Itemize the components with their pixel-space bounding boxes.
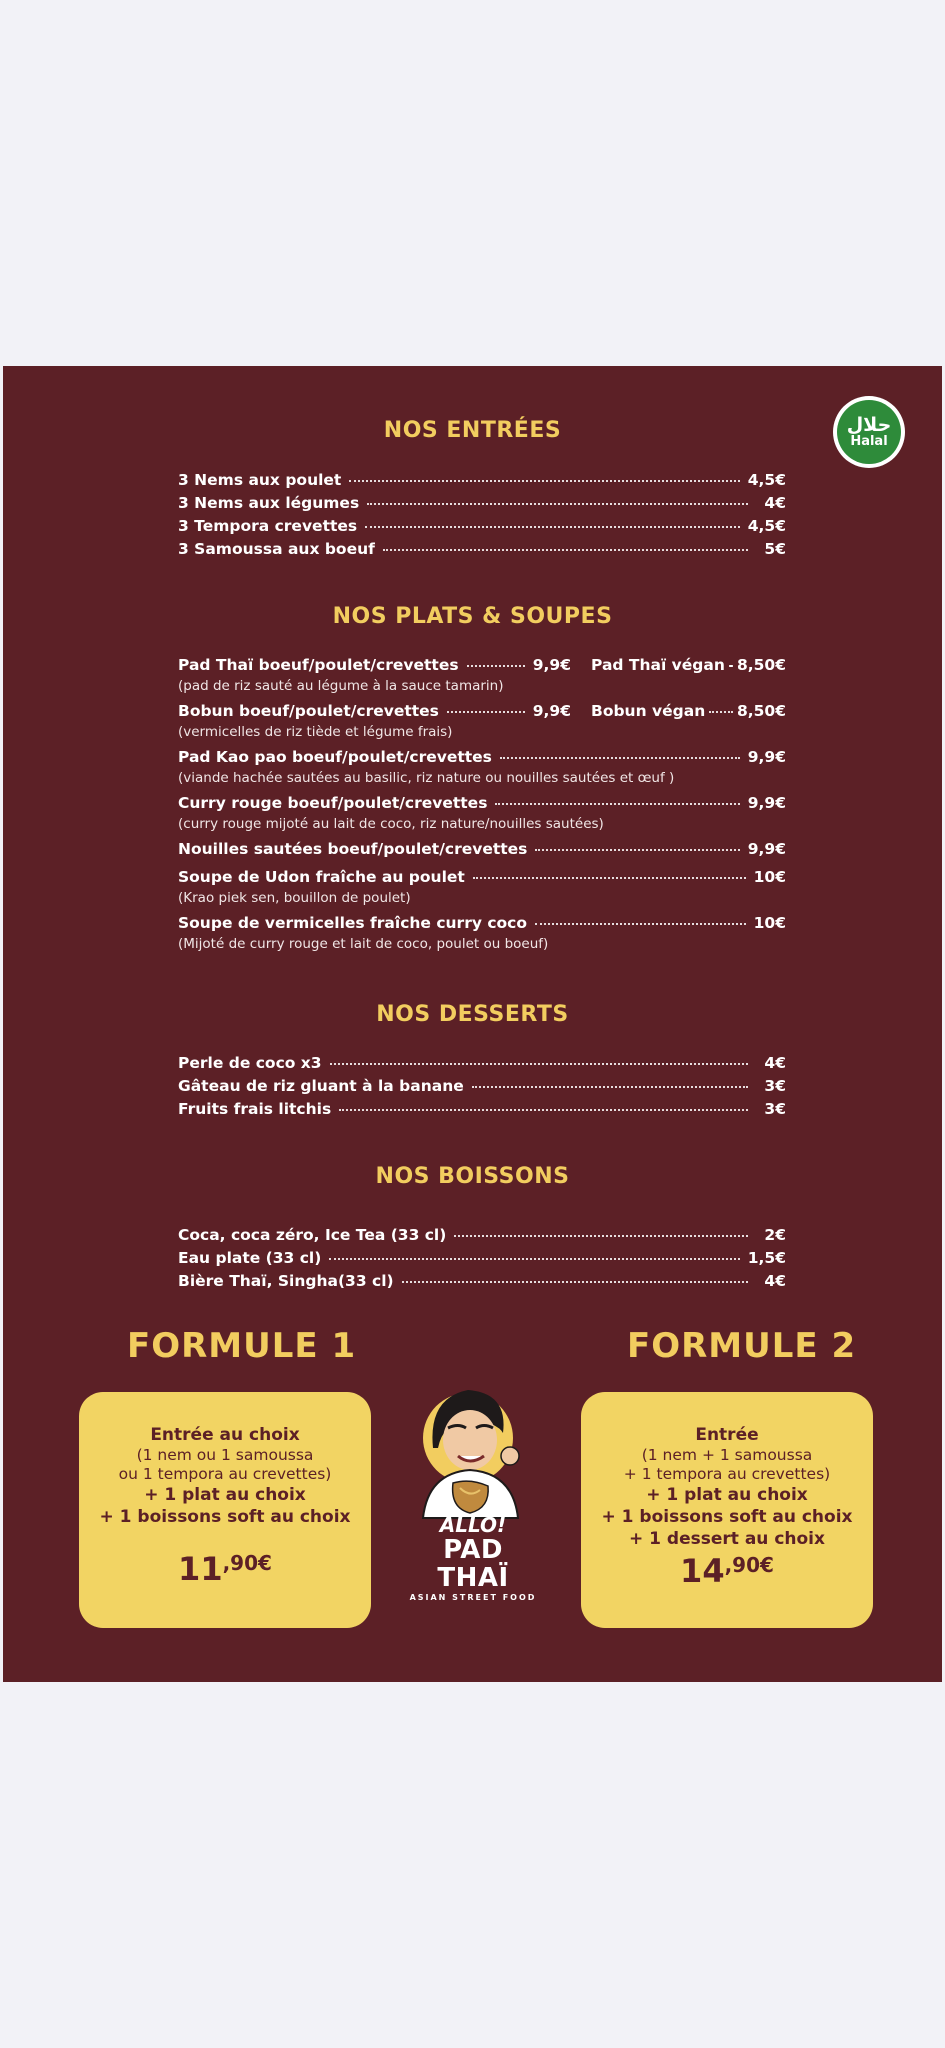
- menu-item: [178, 702, 571, 720]
- dot-leader: [500, 757, 740, 759]
- logo-text-allo: ALLO!: [439, 1513, 507, 1537]
- item-name: 3 Samoussa aux boeuf: [178, 540, 375, 558]
- price-cents: ,90€: [222, 1551, 272, 1575]
- formule-line: (1 nem + 1 samoussa: [641, 1446, 813, 1464]
- formule-line: + 1 dessert au choix: [629, 1529, 825, 1549]
- logo-text-pad-thai: PAD THAÏ: [437, 1535, 509, 1593]
- menu-item: [178, 656, 571, 674]
- item-name: 3 Nems aux légumes: [178, 494, 360, 512]
- item-name: 3 Tempora crevettes: [178, 517, 358, 535]
- item-price: 5€: [764, 540, 786, 558]
- dot-leader: [402, 1281, 748, 1283]
- menu-item-vegan: [591, 656, 786, 674]
- item-price: 9,9€: [532, 656, 571, 674]
- formule-line: ou 1 tempora au crevettes): [118, 1465, 332, 1483]
- item-price: 9,9€: [747, 840, 786, 858]
- item-name: Curry rouge boeuf/poulet/crevettes: [178, 794, 488, 812]
- item-price: 10€: [753, 914, 786, 932]
- item-name: Eau plate (33 cl): [178, 1249, 322, 1267]
- item-name: Pad Thaï boeuf/poulet/crevettes: [178, 656, 459, 674]
- halal-label: Halal: [850, 434, 888, 449]
- item-description: (Krao piek sen, bouillon de poulet): [178, 890, 411, 906]
- item-name: Coca, coca zéro, Ice Tea (33 cl): [178, 1226, 447, 1244]
- menu-item: [178, 914, 786, 932]
- item-name: 3 Nems aux poulet: [178, 471, 342, 489]
- item-price: 4,5€: [747, 471, 786, 489]
- formule-line: + 1 plat au choix: [646, 1485, 808, 1505]
- item-price: 4€: [764, 1272, 786, 1290]
- item-name: Soupe de vermicelles fraîche curry coco: [178, 914, 528, 932]
- dot-leader: [535, 849, 739, 851]
- dot-leader: [473, 877, 746, 879]
- dot-leader: [349, 480, 739, 482]
- restaurant-logo: [408, 1378, 538, 1602]
- dot-leader: [454, 1235, 748, 1237]
- formule-line: + 1 tempora au crevettes): [623, 1465, 831, 1483]
- item-price: 3€: [764, 1077, 786, 1095]
- formule-line: Entrée: [695, 1425, 759, 1445]
- menu-item: [178, 471, 786, 489]
- price-main: 14: [680, 1552, 725, 1590]
- dot-leader: [365, 526, 740, 528]
- formule-1-title: FORMULE 1: [127, 1326, 357, 1366]
- dot-leader: [383, 549, 748, 551]
- formule-2-box: [581, 1392, 873, 1628]
- item-price: 3€: [764, 1100, 786, 1118]
- item-price: 8,50€: [736, 656, 786, 674]
- menu-item: [178, 1249, 786, 1267]
- item-name: Bobun boeuf/poulet/crevettes: [178, 702, 439, 720]
- dot-leader: [495, 803, 739, 805]
- formule-2-price: [581, 1552, 873, 1590]
- item-description: (viande hachée sautées au basilic, riz nature ou nouilles sautées et œuf ): [178, 770, 675, 786]
- dot-leader: [339, 1109, 748, 1111]
- dot-leader: [729, 665, 733, 667]
- menu-item: [178, 1077, 786, 1095]
- item-price: 4,5€: [747, 517, 786, 535]
- menu-item: [178, 840, 786, 858]
- item-price: 9,9€: [532, 702, 571, 720]
- item-price: 4€: [764, 1054, 786, 1072]
- item-name: Bière Thaï, Singha(33 cl): [178, 1272, 394, 1290]
- dot-leader: [535, 923, 746, 925]
- dot-leader: [472, 1086, 748, 1088]
- dot-leader: [329, 1258, 739, 1260]
- item-price: 2€: [764, 1226, 786, 1244]
- menu-item: [178, 1100, 786, 1118]
- menu-item: [178, 868, 786, 886]
- menu-item: [178, 494, 786, 512]
- item-price: 10€: [753, 868, 786, 886]
- menu-card: [3, 366, 942, 1682]
- item-name: Fruits frais litchis: [178, 1100, 332, 1118]
- price-main: 11: [178, 1550, 223, 1588]
- logo-tagline: ASIAN STREET FOOD: [409, 1593, 537, 1602]
- item-price: 9,9€: [747, 748, 786, 766]
- dot-leader: [709, 711, 733, 713]
- item-name: Pad Thaï végan: [591, 656, 725, 674]
- item-name: Gâteau de riz gluant à la banane: [178, 1077, 464, 1095]
- formule-1-price: [79, 1550, 371, 1588]
- item-description: (Mijoté de curry rouge et lait de coco, poulet ou boeuf): [178, 936, 549, 952]
- item-price: 1,5€: [747, 1249, 786, 1267]
- menu-item: [178, 794, 786, 812]
- item-name: Soupe de Udon fraîche au poulet: [178, 868, 465, 886]
- section-title-entrees: NOS ENTRÉES: [383, 418, 562, 443]
- formule-line: (1 nem ou 1 samoussa: [136, 1446, 314, 1464]
- price-cents: ,90€: [724, 1553, 774, 1577]
- item-description: (vermicelles de riz tiède et légume frais): [178, 724, 453, 740]
- item-description: (curry rouge mijoté au lait de coco, riz nature/nouilles sautées): [178, 816, 604, 832]
- formule-1-box: [79, 1392, 371, 1628]
- item-name: Pad Kao pao boeuf/poulet/crevettes: [178, 748, 492, 766]
- menu-item: [178, 517, 786, 535]
- dot-leader: [330, 1063, 748, 1065]
- menu-item: [178, 1272, 786, 1290]
- item-name: Perle de coco x3: [178, 1054, 322, 1072]
- formule-2-title: FORMULE 2: [627, 1326, 857, 1366]
- menu-item-vegan: [591, 702, 786, 720]
- halal-arabic-text: حلال: [846, 414, 892, 436]
- item-price: 4€: [764, 494, 786, 512]
- item-description: (pad de riz sauté au légume à la sauce tamarin): [178, 678, 504, 694]
- formule-line: + 1 plat au choix: [144, 1485, 306, 1505]
- dot-leader: [367, 503, 748, 505]
- menu-item: [178, 748, 786, 766]
- item-price: 8,50€: [736, 702, 786, 720]
- dot-leader: [447, 711, 525, 713]
- menu-item: [178, 1054, 786, 1072]
- formule-line: Entrée au choix: [150, 1425, 300, 1445]
- item-price: 9,9€: [747, 794, 786, 812]
- menu-item: [178, 540, 786, 558]
- dot-leader: [467, 665, 525, 667]
- menu-item: [178, 1226, 786, 1244]
- item-name: Bobun végan: [591, 702, 706, 720]
- section-title-boissons: NOS BOISSONS: [375, 1164, 570, 1189]
- formule-line: + 1 boissons soft au choix: [601, 1507, 853, 1527]
- formule-line: + 1 boissons soft au choix: [99, 1507, 351, 1527]
- section-title-desserts: NOS DESSERTS: [376, 1002, 569, 1027]
- section-title-plats: NOS PLATS & SOUPES: [332, 604, 613, 629]
- item-name: Nouilles sautées boeuf/poulet/crevettes: [178, 840, 528, 858]
